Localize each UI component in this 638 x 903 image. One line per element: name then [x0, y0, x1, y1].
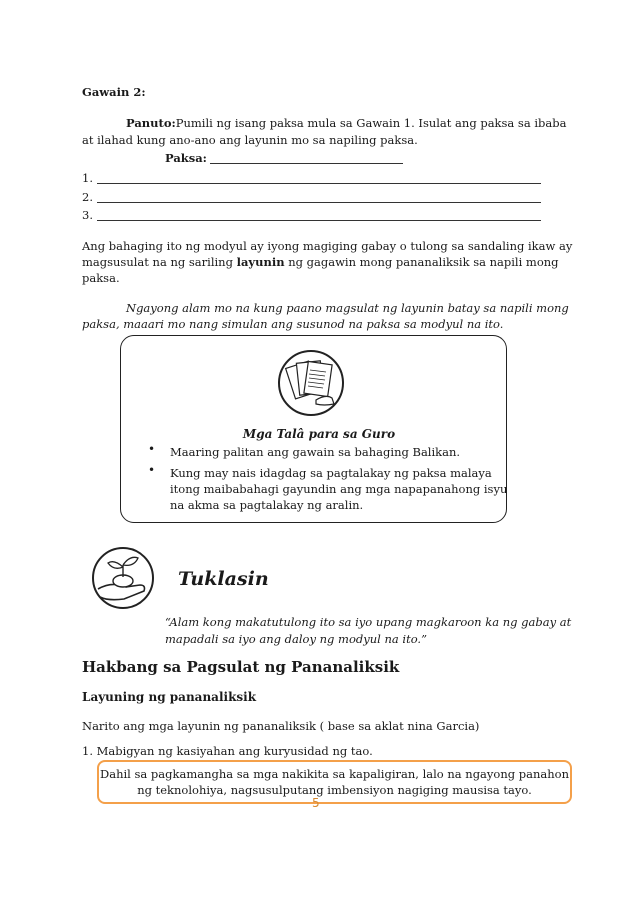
- tuklasin-quote-line1: “Alam kong makatutulong ito sa iyo upang magkaroon ka ng gabay at: [165, 615, 572, 629]
- tuklasin-title: Tuklasin: [178, 568, 269, 590]
- para1-line2-bold: layunin: [236, 255, 285, 269]
- objective-line-2-label: 2.: [82, 190, 93, 204]
- para1-line2-pre: magsusulat na ng sariling: [82, 255, 237, 269]
- panuto-line2: at ilahad kung ano-ano ang layunin mo sa napiling paksa.: [82, 133, 418, 147]
- objective-line-3-label: 3.: [82, 208, 93, 222]
- panuto-label: Panuto:: [126, 116, 176, 130]
- para1-line2: [82, 254, 559, 271]
- panuto-text: Pumili ng isang paksa mula sa Gawain 1. Isulat ang paksa sa ibaba: [175, 116, 567, 130]
- para1-line2-post: ng gagawin mong pananaliksik sa napili mong: [284, 255, 559, 269]
- para2-line1: Ngayong alam mo na kung paano magsulat ng layunin batay sa napili mong: [126, 301, 569, 315]
- section-intro: Narito ang mga layunin ng pananaliksik ( base sa aklat nina Garcia): [82, 719, 480, 733]
- tuklasin-quote-line2: mapadali sa iyo ang daloy ng modyul na ito.”: [165, 632, 427, 646]
- bullet-dot-2: •: [148, 463, 156, 477]
- callout-line1: Dahil sa pagkamangha sa mga nakikita sa kapaligiran, lalo na ngayong panahon: [100, 767, 569, 781]
- gawain-title: Gawain 2:: [82, 85, 146, 99]
- page-number: 5: [312, 796, 320, 810]
- para1-line3: paksa.: [82, 271, 120, 285]
- section-item-1: 1. Mabigyan ng kasiyahan ang kuryusidad ng tao.: [82, 744, 373, 758]
- plant-in-hand-icon: [90, 545, 156, 611]
- papers-in-hand-icon: [276, 348, 346, 418]
- section-subheading: Layuning ng pananaliksik: [82, 690, 257, 704]
- panuto-line1: [126, 115, 566, 132]
- objective-line-1[interactable]: [97, 183, 541, 184]
- section-heading: Hakbang sa Pagsulat ng Pananaliksik: [82, 658, 400, 676]
- para2-line2: paksa, maaari mo nang simulan ang susunod na paksa sa modyul na ito.: [82, 317, 504, 331]
- objective-line-3[interactable]: [97, 220, 541, 221]
- callout-line2: ng teknolohiya, nagsusulputang imbensiyon nagiging mausisa tayo.: [137, 783, 532, 797]
- teacher-notes-title: Mga Talâ para sa Guro: [242, 427, 396, 441]
- teacher-note-1: Maaring palitan ang gawain sa bahaging Balikan.: [170, 445, 461, 459]
- objective-line-2[interactable]: [97, 202, 541, 203]
- teacher-note-2-line2: itong maibabahagi gayundin ang mga napapanahong isyu: [170, 482, 508, 496]
- bullet-dot-1: •: [148, 442, 156, 456]
- paksa-input-line[interactable]: [210, 163, 403, 164]
- paksa-label: Paksa:: [165, 151, 207, 165]
- para1-line1: Ang bahaging ito ng modyul ay iyong magiging gabay o tulong sa sandaling ikaw ay: [82, 239, 573, 253]
- teacher-note-2-line3: na akma sa pagtalakay ng aralin.: [170, 498, 364, 512]
- teacher-note-2-line1: Kung may nais idagdag sa pagtalakay ng paksa malaya: [170, 466, 492, 480]
- objective-line-1-label: 1.: [82, 171, 93, 185]
